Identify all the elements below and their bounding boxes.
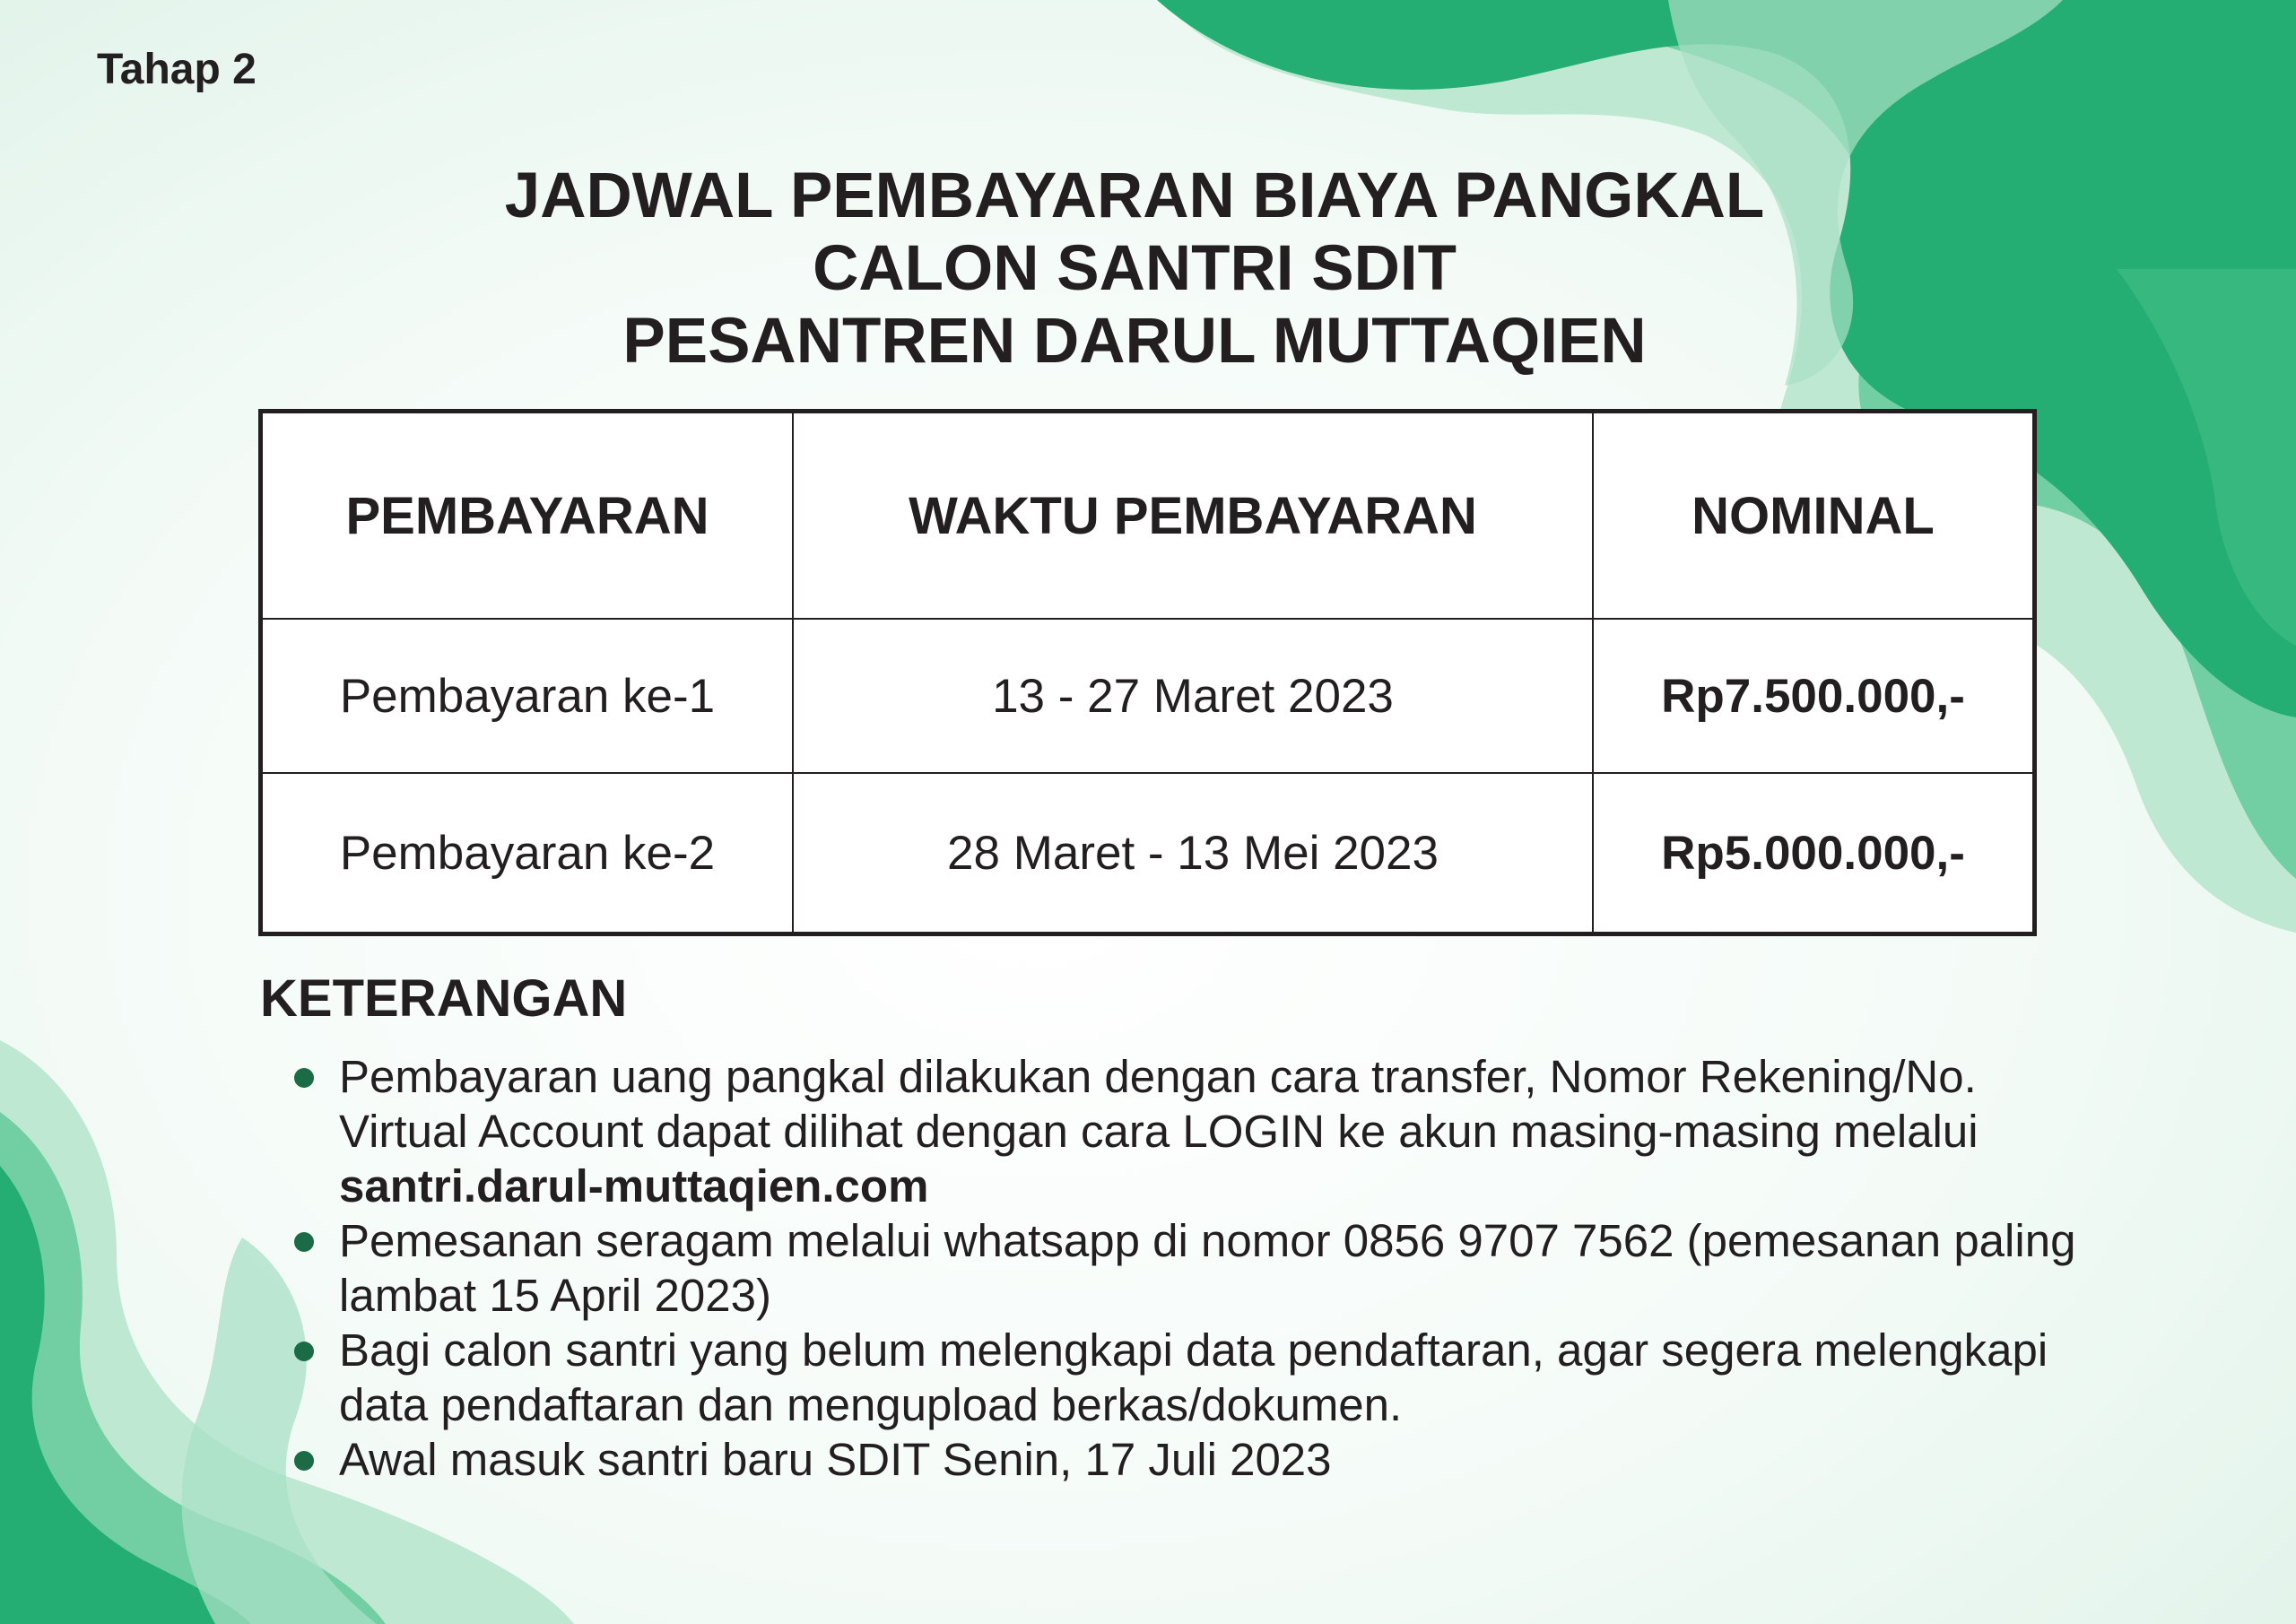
row-amount-cell: Rp7.500.000,-: [1593, 619, 2035, 773]
row-amount-cell: Rp5.000.000,-: [1593, 773, 2035, 934]
title-line-2: CALON SANTRI SDIT: [813, 233, 1457, 304]
notes-heading: KETERANGAN: [260, 969, 628, 1028]
note-text: Bagi calon santri yang belum melengkapi data pendaftaran, agar segera melengkapi data pendaftaran dan mengupload berkas/dokumen.: [339, 1324, 2048, 1430]
payment-schedule-table: [258, 409, 2037, 936]
note-text: Pembayaran uang pangkal dilakukan dengan cara transfer, Nomor Rekening/No. Virtual Account dapat dilihat dengan cara LOGIN ke akun masing-masing melalui: [339, 1051, 1979, 1157]
title-line-1: JADWAL PEMBAYARAN BIAYA PANGKAL: [504, 161, 1765, 231]
title-line-3: PESANTREN DARUL MUTTAQIEN: [622, 306, 1647, 377]
bullet-icon: [294, 1451, 314, 1471]
header-payment-period: WAKTU PEMBAYARAN: [793, 412, 1593, 620]
list-item: [296, 1323, 2099, 1432]
table-row: [261, 619, 2035, 773]
bullet-icon: [294, 1068, 314, 1088]
page-title: [305, 160, 1964, 378]
row-payment-cell: Pembayaran ke-2: [261, 773, 794, 934]
website-link[interactable]: santri.darul-muttaqien.com: [339, 1160, 929, 1211]
row-period-cell: 28 Maret - 13 Mei 2023: [793, 773, 1593, 934]
table-header-row: [261, 412, 2035, 620]
row-payment-cell: Pembayaran ke-1: [261, 619, 794, 773]
stage-label: Tahap 2: [97, 46, 257, 93]
header-payment: PEMBAYARAN: [261, 412, 794, 620]
bullet-icon: [294, 1342, 314, 1361]
notes-list: [296, 1049, 2099, 1487]
note-text: Pemesanan seragam melalui whatsapp di nomor 0856 9707 7562 (pemesanan paling lambat 15 April 2023): [339, 1215, 2076, 1321]
bullet-icon: [294, 1232, 314, 1252]
list-item: [296, 1213, 2099, 1323]
row-period-cell: 13 - 27 Maret 2023: [793, 619, 1593, 773]
table-row: [261, 773, 2035, 934]
list-item: [296, 1049, 2099, 1213]
note-text: Awal masuk santri baru SDIT Senin, 17 Juli 2023: [339, 1434, 1332, 1485]
list-item: [296, 1432, 2099, 1487]
header-amount: NOMINAL: [1593, 412, 2035, 620]
